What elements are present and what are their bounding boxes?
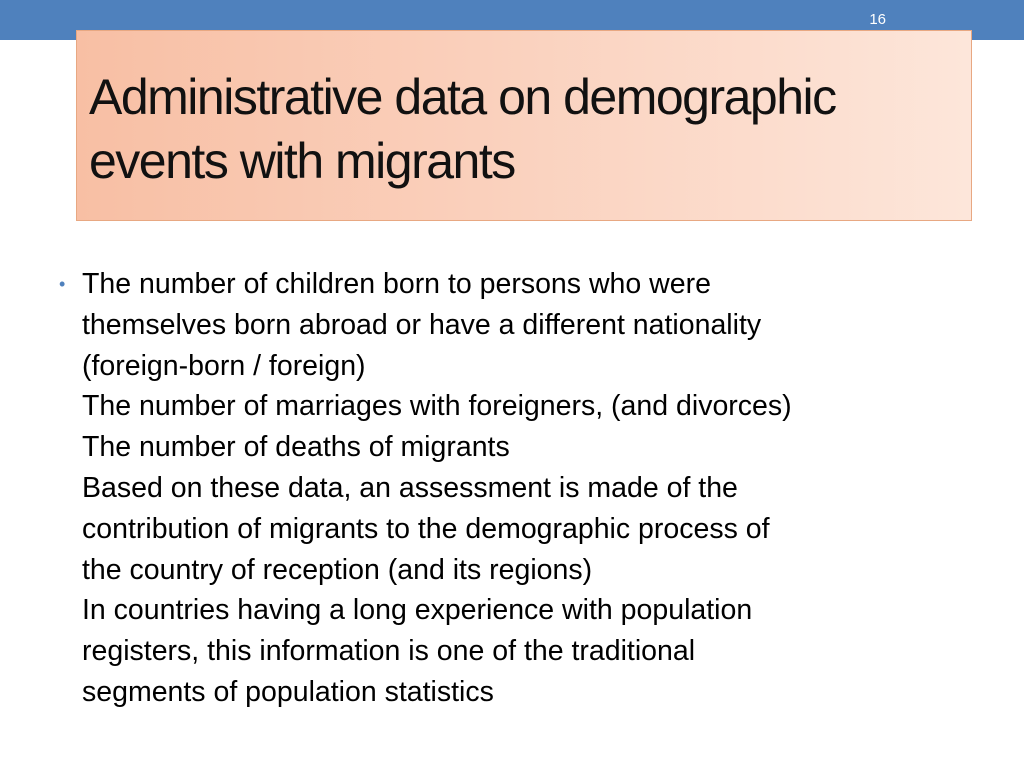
slide-number: 16 xyxy=(869,11,886,28)
body-line: registers, this information is one of the traditional xyxy=(82,635,696,668)
body-line: The number of deaths of migrants xyxy=(82,431,510,464)
body-line: contribution of migrants to the demographic process of xyxy=(82,512,770,545)
title-line-1: Administrative data on demographic xyxy=(89,69,836,125)
body-line: themselves born abroad or have a different nationality xyxy=(82,308,762,341)
body-line: Based on these data, an assessment is made of the xyxy=(82,471,738,504)
bullet-item xyxy=(56,264,976,713)
body-line: The number of children born to persons who were xyxy=(82,268,711,300)
body-line: The number of marriages with foreigners, (and divorces) xyxy=(82,390,792,423)
slide-title xyxy=(89,65,959,193)
body-text xyxy=(56,264,976,713)
body-line: the country of reception (and its regions) xyxy=(82,553,593,586)
body-line: (foreign-born / foreign) xyxy=(82,349,366,382)
title-box xyxy=(76,30,972,221)
body-line: In countries having a long experience with population xyxy=(82,594,753,627)
bullet-icon: • xyxy=(59,274,66,294)
title-line-2: events with migrants xyxy=(89,133,515,189)
body-line: segments of population statistics xyxy=(82,675,494,708)
